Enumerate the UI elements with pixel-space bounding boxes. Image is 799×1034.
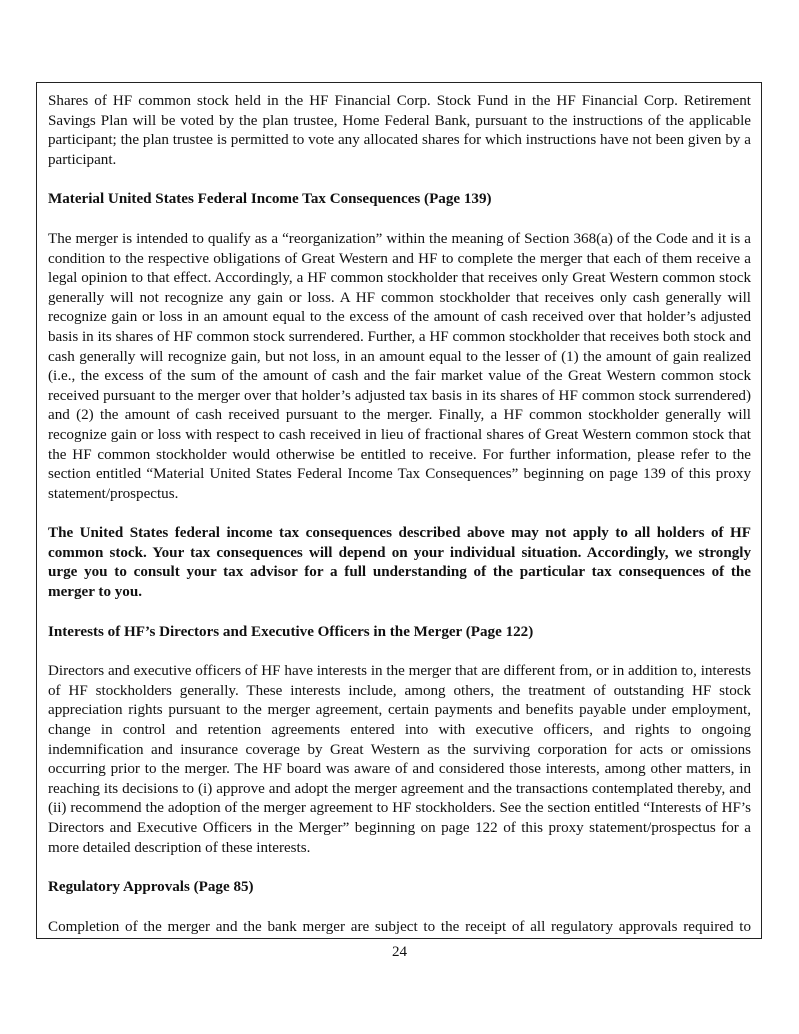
- paragraph-tax-warning: The United States federal income tax consequences described above may not apply to all holders of HF common stock. Your tax consequences will depend on your individual situation. Accordingly, we strongly urge you to consult your tax advisor for a full understanding of the particular tax consequences of the merger to you.: [48, 525, 751, 601]
- paragraph-plan-trustee-voting: Shares of HF common stock held in the HF Financial Corp. Stock Fund in the HF Financial Corp. Retirement Savings Plan will be voted by the plan trustee, Home Federal Bank, pursuant to the instructions of the applicable participant; the plan trustee is permitted to vote any allocated shares for which instructions have not been given by a participant.: [48, 93, 751, 168]
- heading-tax-consequences: Material United States Federal Income Tax Consequences (Page 139): [48, 191, 492, 208]
- paragraph-regulatory-approvals: Completion of the merger and the bank merger are subject to the receipt of all regulatory approvals required to: [48, 918, 751, 935]
- heading-directors-interests: Interests of HF’s Directors and Executive Officers in the Merger (Page 122): [48, 623, 534, 640]
- page-number: 24: [391, 944, 408, 960]
- document-content-box: [36, 82, 762, 939]
- paragraph-tax-consequences: The merger is intended to qualify as a “reorganization” within the meaning of Section 368(a) of the Code and it is a condition to the respective obligations of Great Western and HF to complete the merger that each of them receive a legal opinion to that effect. Accordingly, a HF common stockholder that receives only Great Western common stock generally will not recognize any gain or loss. A HF common stockholder that receives only cash generally will recognize gain or loss in an amount equal to the excess of the amount of cash received over that holder’s adjusted basis in its shares of HF common stock surrendered. Further, a HF common stockholder that receives both stock and cash generally will recognize gain, but not loss, in an amount equal to the lesser of (1) the amount of gain realized (i.e., the excess of the sum of the amount of cash and the fair market value of the Great Western common stock received pursuant to the merger over that holder’s adjusted tax basis in its shares of HF common stock surrendered) and (2) the amount of cash received pursuant to the merger. Finally, a HF common stockholder generally will recognize gain or loss with respect to cash received in lieu of fractional shares of Great Western common stock that the HF common stockholder would otherwise be entitled to receive. For further information, please refer to the section entitled “Material United States Federal Income Tax Consequences” beginning on page 139 of this proxy statement/prospectus.: [48, 230, 751, 502]
- heading-regulatory-approvals: Regulatory Approvals (Page 85): [48, 879, 254, 896]
- paragraph-directors-interests: Directors and executive officers of HF have interests in the merger that are different from, or in addition to, interests of HF stockholders generally. These interests include, among others, the treatment of outstanding HF stock appreciation rights pursuant to the merger agreement, certain payments and benefits payable under employment, change in control and retention agreements entered into with executive officers, and rights to ongoing indemnification and insurance coverage by Great Western as the surviving corporation for acts or omissions occurring prior to the merger. The HF board was aware of and considered those interests, among other matters, in reaching its decisions to (i) approve and adopt the merger agreement and the transactions contemplated thereby, and (ii) recommend the adoption of the merger agreement to HF stockholders. See the section entitled “Interests of HF’s Directors and Executive Officers in the Merger” beginning on page 122 of this proxy statement/prospectus for a more detailed description of these interests.: [48, 663, 751, 856]
